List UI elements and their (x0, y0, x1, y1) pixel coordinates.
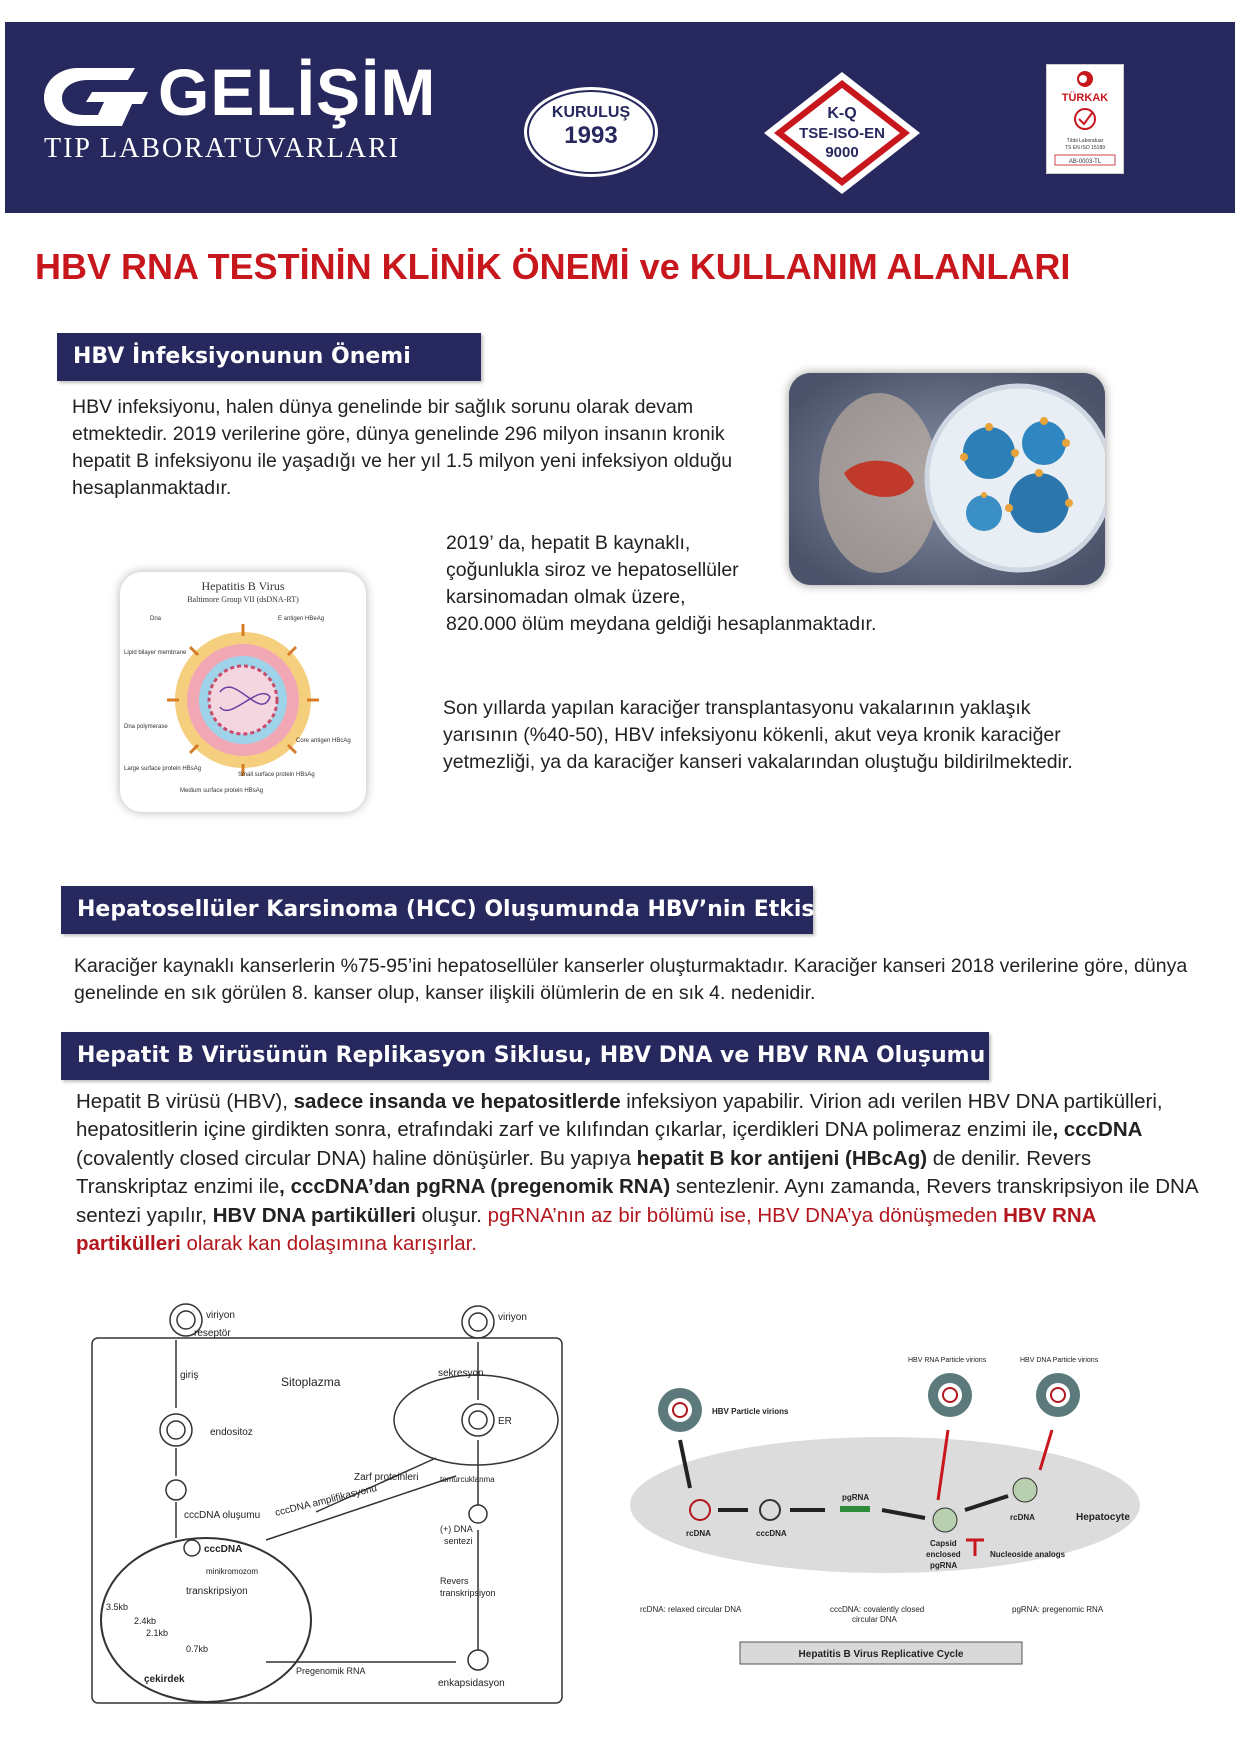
rep-bold-3: hepatit B kor antijeni (HBcAg) (636, 1146, 928, 1170)
rep-bold-1: sadece insanda ve hepatositlerde (293, 1090, 621, 1113)
cl-dna-sentezi2: sentezi (444, 1536, 473, 1546)
brand-subtitle: TIP LABORATUVARLARI (44, 133, 401, 164)
cr-rna-virions: HBV RNA Particle virions (908, 1357, 987, 1364)
cl-sitoplazma: Sitoplazma (281, 1375, 341, 1389)
replication-paragraph (76, 1088, 1206, 1258)
rep-text-2: infeksiyon yapabilir. Virion adı verilen HBV DNA partikülleri, hepatositlerin içine girdikten sonra, etrafındaki zarf ve kılıfından çıkarlar, içerdikleri DNA polimeraz enzimi ile (76, 1090, 1163, 1142)
death-stat-line4: 820.000 ölüm meydana geldiği hesaplanmaktadır. (446, 613, 877, 635)
section-heading-replication: Hepatit B Virüsünün Replikasyon Siklusu, HBV DNA ve HBV RNA Oluşumu (61, 1032, 989, 1080)
section-heading-hbv-infection: HBV İnfeksiyonunun Önemi (57, 333, 481, 381)
virus-label-e-antigen: E antigen HBeAg (278, 616, 325, 622)
turkak-line2: TS EN ISO 15189 (1064, 145, 1106, 151)
cl-kb07: 0.7kb (186, 1644, 209, 1654)
cl-cccdna: cccDNA (204, 1544, 243, 1555)
rep-bold-2: , cccDNA (1052, 1118, 1143, 1142)
kq-line2: TSE-ISO-EN (799, 125, 885, 142)
check-icon (1075, 109, 1095, 129)
cl-cekirdek: çekirdek (144, 1674, 185, 1685)
cl-viriyon2: viriyon (498, 1312, 527, 1323)
page-title: HBV RNA TESTİNİN KLİNİK ÖNEMİ ve KULLANIM ALANLARI (35, 246, 1071, 287)
rep-text-3: (covalently closed circular DNA) haline dönüşürler. Bu yapıya (76, 1146, 637, 1170)
cl-tomurcuklanma: tomurcuklanma (440, 1475, 495, 1484)
virus-diagram-title: Hepatitis B Virus (201, 579, 285, 593)
cr-capsid1: Capsid (930, 1539, 957, 1548)
virus-label-core-antigen: Core antigen HBcAg (296, 738, 351, 744)
cr-hepatocyte: Hepatocyte (1076, 1512, 1130, 1523)
turkak-code: AB-0003-TL (1068, 159, 1102, 165)
hepatitis-b-virus-diagram (120, 572, 366, 812)
virus-label-dna: Dna (150, 616, 162, 622)
kq-line1: K-Q (827, 105, 857, 122)
death-stat-line3: karsinomadan olmak üzere, (446, 586, 686, 608)
rep-bold-5: HBV DNA partikülleri (212, 1203, 416, 1227)
virus-label-small-surface: Small surface protein HBsAg (238, 772, 315, 778)
transplant-paragraph: Son yıllarda yapılan karaciğer transplantasyonu vakalarının yaklaşık yarısının (%40-50), HBV infeksiyonu kökenli, akut veya kronik karaciğer yetmezliği, ya da karaciğer kanseri vakalarından oluştuğu bildirilmektedir. (443, 697, 1073, 773)
rep-red-1: pgRNA’nın az bir bölümü ise, HBV DNA’ya dönüşmeden (487, 1203, 1004, 1227)
rep-red-2: olarak kan dolaşımına karışırlar. (180, 1232, 478, 1256)
cr-capsid2: enclosed (926, 1550, 961, 1559)
cr-legend-cccdna1: cccDNA: covalently closed (830, 1605, 925, 1614)
cl-kb24: 2.4kb (134, 1616, 157, 1626)
virus-label-lipid: Lipid bilayer membrane (124, 650, 187, 656)
cl-revers2: transkripsiyon (440, 1588, 496, 1598)
kq-certification-badge (760, 68, 924, 198)
replication-cycle-diagram-tr (76, 1290, 576, 1710)
cl-amplifikasyon: cccDNA amplifikasyonu (274, 1482, 379, 1519)
cr-legend-pgrna: pgRNA: pregenomic RNA (1012, 1605, 1104, 1614)
cr-nucleoside: Nucleoside analogs (990, 1550, 1066, 1559)
death-statistics-paragraph (446, 530, 966, 638)
death-stat-line1: 2019’ da, hepatit B kaynaklı, (446, 532, 691, 554)
cr-cccdna: cccDNA (756, 1529, 787, 1538)
kurulus-label: KURULUŞ (551, 104, 631, 121)
cr-legend-rcdna: rcDNA: relaxed circular DNA (640, 1605, 742, 1614)
cl-cccdna-olusumu: cccDNA oluşumu (184, 1510, 261, 1521)
cl-transkripsiyon: transkripsiyon (186, 1586, 248, 1597)
rep-bold-4: , cccDNA’dan pgRNA (pregenomik RNA) (279, 1175, 671, 1199)
cr-caption: Hepatitis B Virus Replicative Cycle (798, 1649, 964, 1660)
cl-endositoz: endositoz (210, 1427, 253, 1438)
cl-pregenomik: Pregenomik RNA (296, 1666, 366, 1676)
cr-pgrna: pgRNA (842, 1493, 870, 1502)
cr-dna-virions: HBV DNA Particle virions (1020, 1357, 1099, 1364)
cl-kb35: 3.5kb (106, 1602, 129, 1612)
virus-label-medium-surface: Medium surface protein HBsAg (180, 788, 264, 794)
rep-red-bold-1: HBV RNA partikülleri (76, 1203, 1096, 1256)
cr-rcdna: rcDNA (686, 1529, 711, 1538)
kurulus-year: 1993 (564, 122, 618, 149)
kurulus-badge (527, 90, 655, 174)
cr-particle-virions: HBV Particle virions (712, 1407, 789, 1416)
cr-capsid3: pgRNA (930, 1561, 958, 1570)
section-heading-hcc: Hepatosellüler Karsinoma (HCC) Oluşumunda HBV’nin Etkisi (61, 886, 813, 934)
cl-zarf: Zarf proteinleri (354, 1472, 419, 1483)
turkak-line1: Tıbbi Laboratuar (1066, 138, 1104, 144)
hcc-paragraph: Karaciğer kaynaklı kanserlerin %75-95’ini hepatosellüler kanserler oluşturmaktadır. Karaciğer kanseri 2018 verilerine göre, dünya genelinde en sık görülen 8. kanser olup, kanser ilişkili ölümlerin de en sık 4. nedenidir. (74, 955, 1188, 1004)
kq-line3: 9000 (825, 144, 859, 161)
cl-kb21: 2.1kb (146, 1628, 169, 1638)
rep-text-5: sentezlenir. Aynı zamanda, Revers transkripsiyon ile DNA sentezi yapılır, (76, 1175, 1198, 1227)
gelisim-logo-icon (40, 60, 150, 130)
cr-legend-cccdna2: circular DNA (852, 1615, 897, 1624)
hbv-infection-paragraph: HBV infeksiyonu, halen dünya genelinde bir sağlık sorunu olarak devam etmektedir. 2019 verilerine göre, dünya genelinde 296 milyon insanın kronik hepatit B infeksiyonu ile yaşadığı ve her yıl 1.5 milyon yeni infeksiyon olduğu hesaplanmaktadır. (72, 396, 733, 499)
cl-sekresyon: sekresyon (438, 1368, 484, 1379)
cr-rcdna2: rcDNA (1010, 1513, 1035, 1522)
replication-cycle-diagram-en (620, 1350, 1140, 1670)
rep-text-1: Hepatit B virüsü (HBV), (76, 1090, 294, 1113)
cl-er: ER (498, 1416, 512, 1427)
virus-label-large-surface: Large surface protein HBsAg (124, 766, 202, 772)
turkak-name: TÜRKAK (1061, 92, 1109, 104)
brand-name: GELİŞİM (158, 55, 437, 129)
cl-enkapsidasyon: enkapsidasyon (438, 1678, 505, 1689)
rep-text-4: de denilir. Revers Transkriptaz enzimi ile (76, 1146, 1092, 1199)
virus-diagram-subtitle: Baltimore Group VII (dsDNA-RT) (187, 595, 299, 604)
cl-giris: giriş (180, 1370, 199, 1381)
cl-revers1: Revers (440, 1576, 469, 1586)
turkak-badge (1046, 64, 1124, 174)
death-stat-line2: çoğunlukla siroz ve hepatosellüler (446, 559, 739, 581)
cl-viriyon: viriyon (206, 1310, 235, 1321)
cl-reseptor: reseptör (194, 1328, 231, 1339)
cl-minikromozom: minikromozom (206, 1567, 259, 1576)
virus-label-dna-polymerase: Dna polymerase (124, 724, 168, 730)
rep-text-6: oluşur. (415, 1203, 488, 1227)
cl-dna-sentezi1: (+) DNA (440, 1524, 473, 1534)
